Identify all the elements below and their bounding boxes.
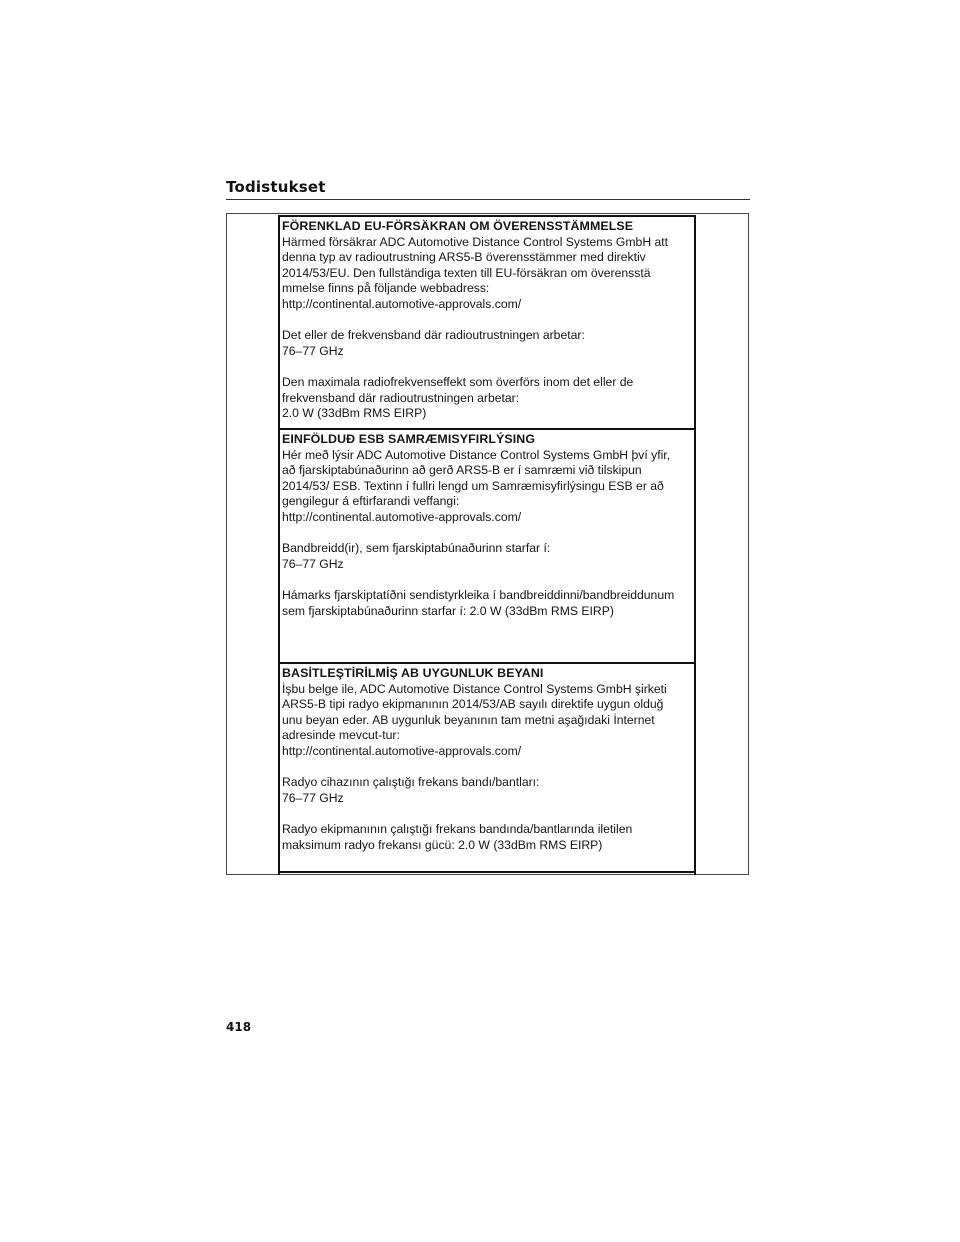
frequency-band-value: 76–77 GHz (282, 556, 344, 571)
declaration-line: að fjarskiptabúnaðurinn að gerð ARS5-B er í samræmi við tilskipun (282, 463, 642, 478)
frequency-band-value: 76–77 GHz (282, 790, 344, 805)
declaration-line: İşbu belge ile, ADC Automotive Distance Control Systems GmbH şirketi (282, 681, 667, 696)
frequency-band-value: 76–77 GHz (282, 343, 344, 358)
declaration-heading: FÖRENKLAD EU-FÖRSÄKRAN OM ÖVERENSSTÄMMELSE (282, 219, 634, 233)
declaration-line: denna typ av radioutrustning ARS5-B överensstämmer med direktiv (282, 250, 646, 265)
max-power-value: 2.0 W (33dBm RMS EIRP) (282, 406, 427, 421)
header-divider (226, 199, 750, 200)
declaration-line: ARS5-B tipi radyo ekipmanının 2014/53/AB sayılı direktife uygun olduğ (282, 697, 664, 712)
frequency-band-label: Radyo cihazının çalıştığı frekans bandı/bantları: (282, 775, 540, 790)
document-bottom-rule (278, 871, 696, 873)
declaration-turkish (280, 662, 694, 853)
max-power-line: Hámarks fjarskiptatíðni sendistyrkleika í bandbreiddinni/bandbreiddunum (282, 587, 675, 602)
max-power-line: Den maximala radiofrekvenseffekt som överförs inom det eller de (282, 374, 634, 389)
frequency-band-label: Bandbreidd(ir), sem fjarskiptabúnaðurinn starfar í: (282, 541, 551, 556)
declaration-swedish (280, 215, 694, 422)
declaration-document (278, 215, 696, 875)
max-power-line: maksimum radyo frekansı gücü: 2.0 W (33dBm RMS EIRP) (282, 837, 603, 852)
declaration-url: http://continental.automotive-approvals.com/ (282, 509, 522, 524)
declaration-line: Härmed försäkrar ADC Automotive Distance Control Systems GmbH att (282, 234, 669, 249)
page-number: 418 (226, 1020, 252, 1034)
declaration-line: 2014/53/ ESB. Textinn í fullri lengd um Samræmisyfirlýsingu ESB er að (282, 478, 664, 493)
declaration-line: unu beyan eder. AB uygunluk beyanının tam metni aşağıdaki İnternet (282, 712, 655, 727)
declaration-url: http://continental.automotive-approvals.com/ (282, 296, 522, 311)
declaration-line: Hér með lýsir ADC Automotive Distance Control Systems GmbH því yfir, (282, 447, 671, 462)
declaration-line: adresinde mevcut-tur: (282, 728, 400, 743)
declaration-icelandic (280, 428, 694, 619)
frequency-band-label: Det eller de frekvensband där radioutrustningen arbetar: (282, 328, 585, 343)
declaration-heading: BASİTLEŞTİRİLMİŞ AB UYGUNLUK BEYANI (282, 666, 544, 680)
max-power-line: Radyo ekipmanının çalıştığı frekans bandında/bantlarında iletilen (282, 821, 633, 836)
declaration-line: gengilegur á eftirfarandi veffangi: (282, 494, 460, 509)
declaration-line: 2014/53/EU. Den fullständiga texten till EU-försäkran om överensstä (282, 265, 651, 280)
max-power-line: sem fjarskiptabúnaðurinn starfar í: 2.0 W (33dBm RMS EIRP) (282, 603, 614, 618)
declaration-line: mmelse finns på följande webbadress: (282, 281, 490, 296)
declaration-heading: EINFÖLDUÐ ESB SAMRÆMISYFIRLÝSING (282, 432, 536, 446)
declaration-url: http://continental.automotive-approvals.com/ (282, 743, 522, 758)
section-title: Todistukset (226, 178, 326, 196)
max-power-line: frekvensband där radioutrustningen arbetar: (282, 390, 520, 405)
